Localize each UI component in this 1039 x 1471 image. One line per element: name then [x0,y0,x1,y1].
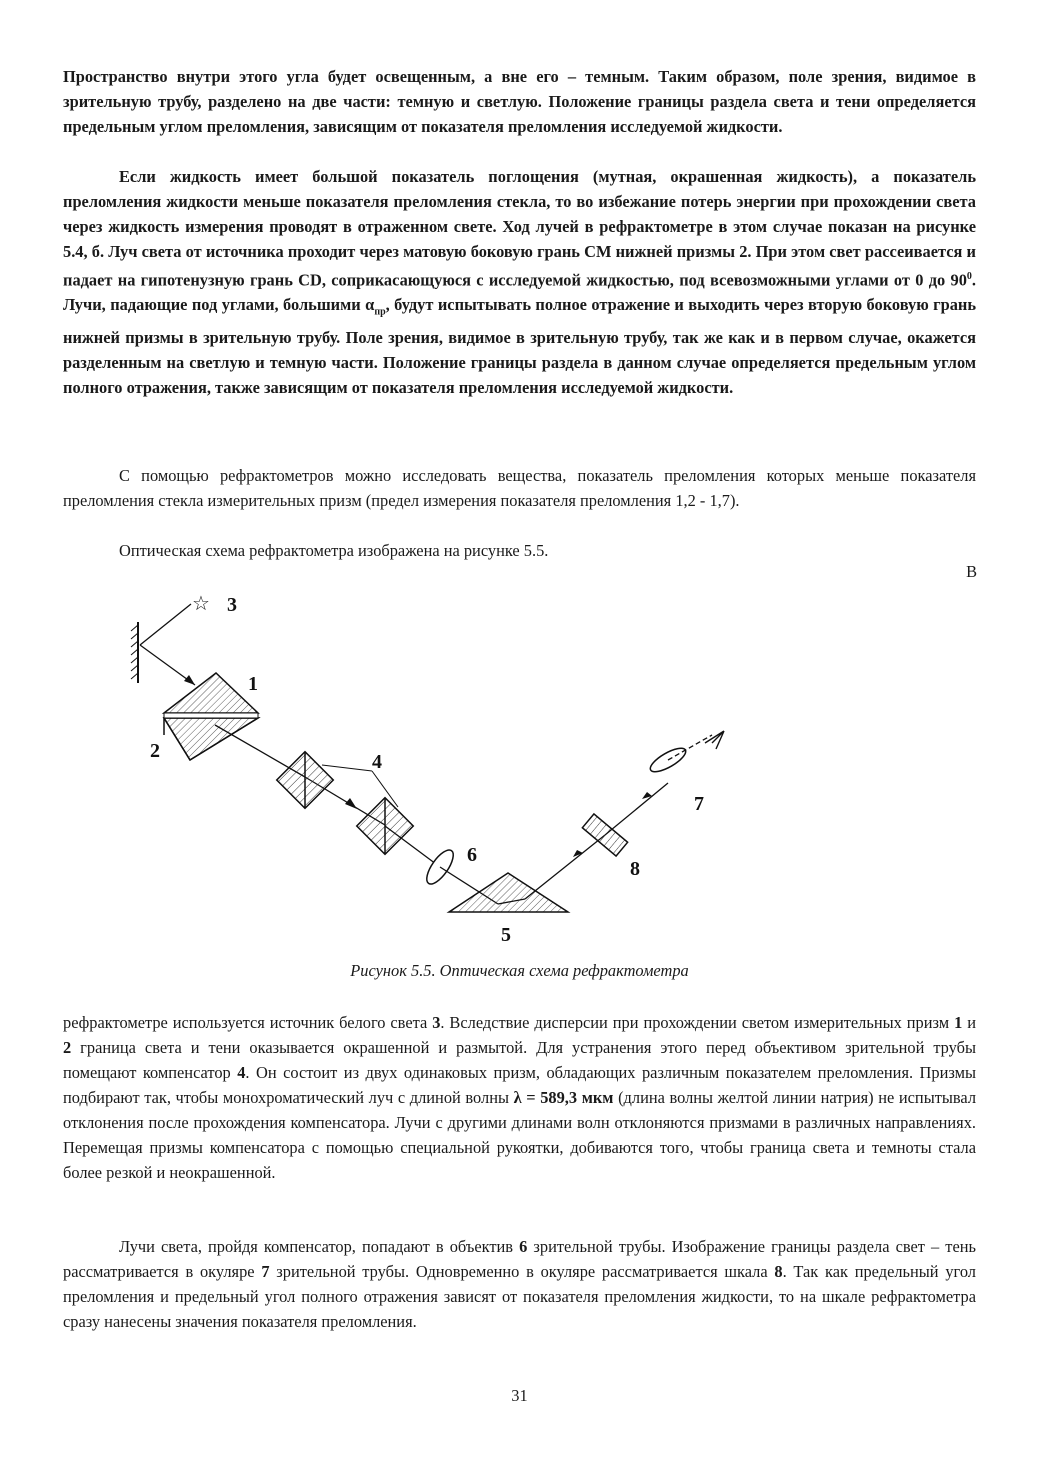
label-4: 4 [372,751,382,773]
paragraph-4-tail: В [966,562,977,581]
label-3: 3 [227,594,237,616]
eye-icon [705,731,724,749]
label-1: 1 [248,673,258,695]
label-7: 7 [694,793,704,815]
paragraph-3: С помощью рефрактометров можно исследовать вещества, показатель преломления которых меньше показателя преломления стекла измерительных призм (предел измерения показателя преломления 1,2 - 1,7). [63,466,976,510]
paragraph-2: Если жидкость имеет большой показатель поглощения (мутная, окрашенная жидкость), а показатель преломления жидкости меньше показателя преломления стекла, то во избежание потерь энергии при прохождении света через жидкость измерения проводят в отраженном свете. Ход лучей в рефрактометре в этом случае показан на рисунке 5.4, б. Луч света от источника проходит через матовую боковую грань СМ нижней призмы 2. При этом свет рассеивается и падает на гипотенузную грань CD, соприкасающуюся с исследуемой жидкостью, под всевозможными углами от 0 до $90^0$. Лучи, падающие под углами, большими $\alpha_{пр}$, будут испытывать полное отражение и выходить через вторую боковую грань нижней призмы в зрительную трубу. Поле зрения, видимое в зрительную трубу, так же как и в первом случае, окажется разделенным на светлую и темную части. Положение границы раздела в данном случае определяется предельным углом полного отражения, также зависящим от показателя преломления исследуемой жидкости. [63,167,977,397]
mirror [131,622,138,683]
label-6: 6 [467,844,477,866]
prism-1 [164,673,258,713]
paragraph-5: рефрактометре используется источник белого света 3. Вследствие дисперсии при прохождении светом измерительных призм 1 и 2 граница света и тени оказывается окрашенной и размытой. Для устранения этого перед объективом зрительной трубы помещают компенсатор 4. Он состоит из двух одинаковых призм, обладающих различным показателем преломления. Призмы подбирают так, чтобы монохроматический луч с длиной волны λ = 589,3 мкм (длина волны желтой линии натрия) не испытывал отклонения после прохождения компенсатора. Лучи с другими длинами волн отклоняются призмами в различных направлениях. Перемещая призмы компенсатора с помощью специальной рукоятки, добиваются того, чтобы граница света и темноты стала более резкой и неокрашенной. [63,1013,977,1182]
star-icon: ☆ [192,593,210,615]
paragraph-1: Пространство внутри этого угла будет освещенным, а вне его – темным. Таким образом, поле зрения, видимое в зрительную трубу, разделено на две части: темную и светлую. Положение границы раздела света и тени определяется предельным углом преломления, зависящим от показателя преломления исследуемой жидкости. [63,67,976,136]
label-8: 8 [630,858,640,880]
paragraph-4: Оптическая схема рефрактометра изображена на рисунке 5.5. [119,541,549,560]
prism-2 [164,718,258,760]
figure-caption: Рисунок 5.5. Оптическая схема рефрактометра [350,961,689,980]
paragraph-6: Лучи света, пройдя компенсатор, попадают в объектив 6 зрительной трубы. Изображение границы раздела свет – тень рассматривается в окуляре 7 зрительной трубы. Одновременно в окуляре рассматривается шкала 8. Так как предельный угол преломления и предельный угол полного отражения зависят от показателя преломления жидкости, то на шкале рефрактометра сразу нанесены значения показателя преломления. [63,1237,976,1331]
page-number: 31 [511,1386,528,1405]
label-5: 5 [501,924,511,946]
refractometer-optical-scheme [0,585,1039,955]
label-2: 2 [150,740,160,762]
compensator-prism-upper [277,752,334,809]
